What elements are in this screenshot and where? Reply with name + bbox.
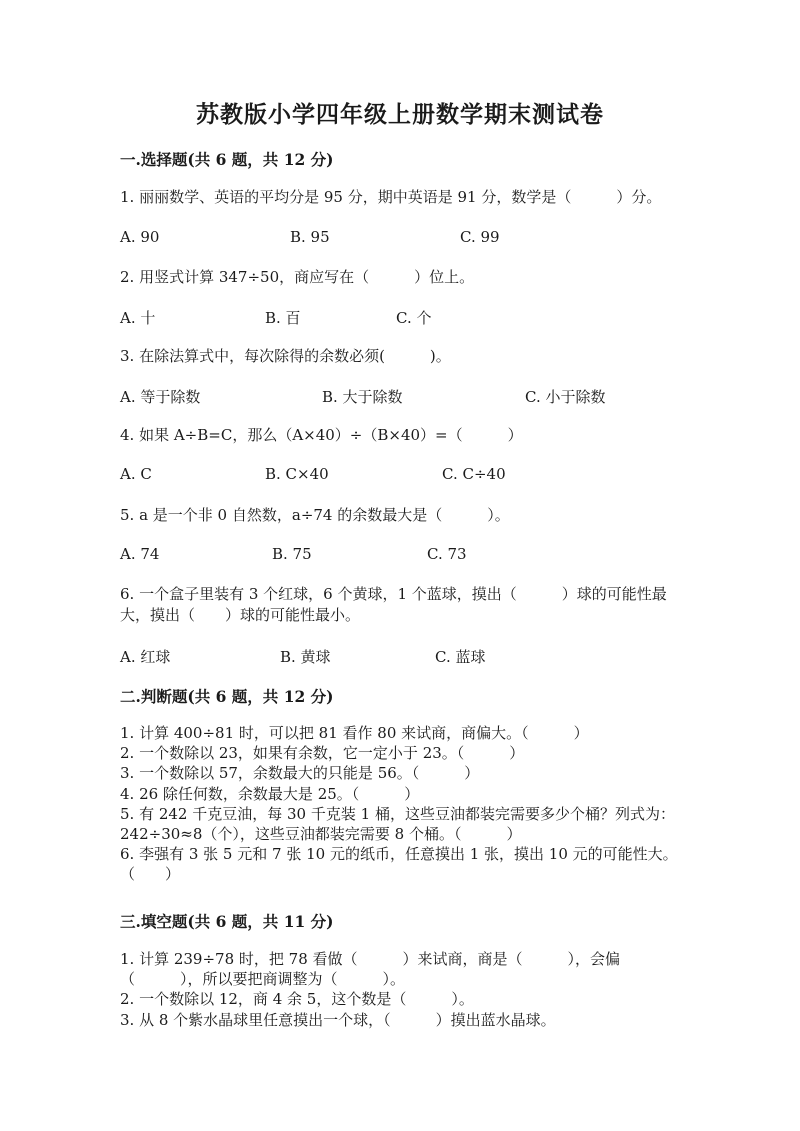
fill-blank-item: 3. 从 8 个紫水晶球里任意摸出一个球，（ ）摸出蓝水晶球。: [120, 1010, 556, 1029]
question-6: 6. 一个盒子里装有 3 个红球，6 个黄球，1 个蓝球，摸出（ ）球的可能性最大，摸出（ ）球的可能性最小。: [120, 585, 667, 624]
fill-blank-item: 2. 一个数除以 12，商 4 余 5，这个数是（ ）。: [120, 990, 474, 1009]
option-b: B. 黄球: [280, 648, 331, 666]
judgement-item: 3. 一个数除以 57，余数最大的只能是 56。（ ）: [120, 764, 480, 783]
option-a: A. 74: [120, 545, 160, 563]
section-heading-judgement: 二.判断题(共 6 题，共 12 分): [120, 687, 334, 706]
judgement-item: 1. 计算 400÷81 时，可以把 81 看作 80 来试商，商偏大。（ ）: [120, 724, 589, 742]
option-c: C. C÷40: [442, 465, 506, 483]
option-c: C. 个: [396, 309, 432, 327]
judgement-item: 5. 有 242 千克豆油，每 30 千克装 1 桶，这些豆油都装完需要多少个桶？列式为：242÷30≈8（个），这些豆油都装完需要 8 个桶。（ ）: [120, 804, 675, 844]
question-2: 2. 用竖式计算 347÷50，商应写在（ ）位上。: [120, 268, 475, 286]
question-3: 3. 在除法算式中，每次除得的余数必须( )。: [120, 347, 451, 365]
option-a: A. 红球: [120, 648, 171, 666]
option-a: A. C: [120, 465, 152, 483]
judgement-list: [120, 723, 716, 885]
option-a: A. 十: [120, 309, 156, 327]
judgement-item: 2. 一个数除以 23，如果有余数，它一定小于 23。（ ）: [120, 744, 525, 763]
option-c: C. 蓝球: [435, 648, 486, 666]
option-b: B. 大于除数: [322, 388, 403, 406]
question-5: 5. a 是一个非 0 自然数，a÷74 的余数最大是（ ）。: [120, 506, 510, 524]
page-title: 苏教版小学四年级上册数学期末测试卷: [196, 101, 604, 128]
section-heading-fill-blank: 三.填空题(共 6 题，共 11 分): [120, 912, 334, 931]
option-a: A. 90: [120, 228, 160, 246]
judgement-item: 6. 李强有 3 张 5 元和 7 张 10 元的纸币，任意摸出 1 张，摸出 10 元的可能性大。 （ ）: [120, 845, 716, 884]
option-b: B. 95: [290, 228, 330, 246]
option-c: C. 73: [427, 545, 467, 563]
section-heading-choice: 一.选择题(共 6 题，共 12 分): [120, 150, 334, 169]
option-c: C. 小于除数: [525, 388, 606, 406]
option-b: B. C×40: [265, 465, 329, 483]
question-4: 4. 如果 A÷B=C，那么（A×40）÷（B×40）=（ ）: [120, 426, 523, 444]
question-1: 1. 丽丽数学、英语的平均分是 95 分，期中英语是 91 分，数学是（ ）分。: [120, 188, 662, 206]
option-b: B. 百: [265, 309, 301, 327]
fill-blank-item: 1. 计算 239÷78 时，把 78 看做（ ）来试商，商是（ ），会偏（ ），所以要把商调整为（ ）。: [120, 950, 621, 989]
option-a: A. 等于除数: [120, 388, 201, 406]
judgement-item: 4. 26 除任何数，余数最大是 25。（ ）: [120, 784, 420, 803]
fill-blank-list: [120, 949, 680, 1030]
option-b: B. 75: [272, 545, 312, 563]
option-c: C. 99: [460, 228, 500, 246]
